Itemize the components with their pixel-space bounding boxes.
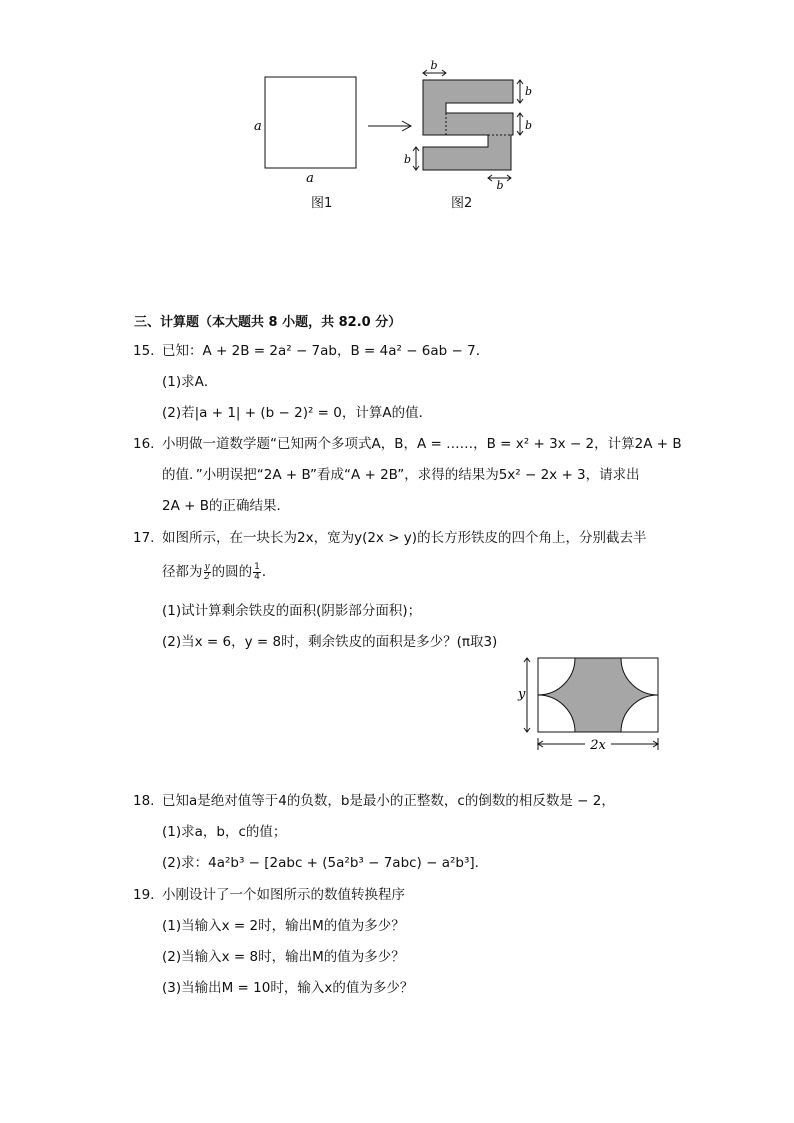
question-number: 16.	[133, 436, 155, 452]
q17-line-1: 如图所示，在一块长为2x，宽为y(2x > y)的长方形铁皮的四个角上，分别截去半	[162, 530, 647, 546]
fraction-one-quarter: $\frac{1}{4}$	[254, 561, 260, 582]
question-number: 19.	[133, 887, 155, 903]
dim-label-left: b	[404, 153, 412, 166]
q19-part-3: (3)当输出M = 10时，输入x的值为多少？	[162, 980, 414, 996]
dim-label-y: y	[518, 687, 526, 702]
q15-stem: 已知：A + 2B = 2a² − 7ab，B = 4a² − 6ab − 7．	[162, 343, 490, 359]
dim-label-top: b	[430, 59, 438, 72]
q18-part-2: (2)求：4a²b³ − [2abc + (5a²b³ − 7abc) − a²b³]．	[162, 855, 489, 871]
q18-part-1: (1)求a，b，c的值；	[162, 824, 287, 840]
figure-2	[396, 55, 546, 195]
fraction-y-over-2: $\frac{y}{2}$	[204, 561, 210, 582]
q19-part-2: (2)当输入x = 8时，输出M的值为多少？	[162, 949, 405, 965]
section-heading: 三、计算题（本大题共 8 小题，共 82.0 分）	[134, 315, 402, 330]
fig1-caption: 图1	[311, 196, 333, 211]
fig1-bottom-label: a	[306, 171, 314, 186]
q15-part-2: (2)若|a + 1| + (b − 2)² = 0，计算A的值．	[162, 405, 433, 421]
figure-1	[240, 60, 380, 190]
fig2-caption: 图2	[451, 196, 473, 211]
question-number: 15.	[133, 343, 155, 359]
q17-text: 径都为	[162, 564, 203, 580]
question-number: 18.	[133, 793, 155, 809]
dim-label-right-2: b	[525, 119, 533, 132]
figure-rectangle-quarter-circles	[515, 652, 665, 754]
dim-label-bottom: b	[496, 179, 504, 192]
q18-stem: 已知a是绝对值等于4的负数，b是最小的正整数，c的倒数的相反数是 − 2，	[162, 793, 615, 809]
q19-part-1: (1)当输入x = 2时，输出M的值为多少？	[162, 918, 405, 934]
fig1-side-label: a	[254, 119, 262, 134]
q16-line-3: 2A + B的正确结果．	[162, 498, 290, 514]
q17-text: 的圆的	[211, 564, 253, 580]
q17-part-2: (2)当x = 6，y = 8时，剩余铁皮的面积是多少？(π取3)	[162, 634, 498, 650]
square-shape	[265, 77, 356, 168]
q19-stem: 小刚设计了一个如图所示的数值转换程序	[162, 887, 405, 903]
q17-line-2: 径都为 $\frac{y}{2}$ 的圆的 $\frac{1}{4}$ ．	[162, 561, 276, 582]
dim-label-2x: 2x	[590, 738, 606, 753]
q16-line-1: 小明做一道数学题“已知两个多项式A，B，A = ……，B = x² + 3x − 2，计算2A + B	[162, 436, 682, 452]
q17-part-1: (1)试计算剩余铁皮的面积(阴影部分面积)；	[162, 603, 422, 619]
question-number: 17.	[133, 530, 155, 546]
q16-line-2: 的值．”小明误把“2A + B”看成“A + 2B”，求得的结果为5x² − 2x + 3，请求出	[162, 467, 640, 483]
s-shape	[423, 80, 513, 170]
q15-part-1: (1)求A．	[162, 374, 218, 390]
dim-label-right-1: b	[525, 85, 533, 98]
